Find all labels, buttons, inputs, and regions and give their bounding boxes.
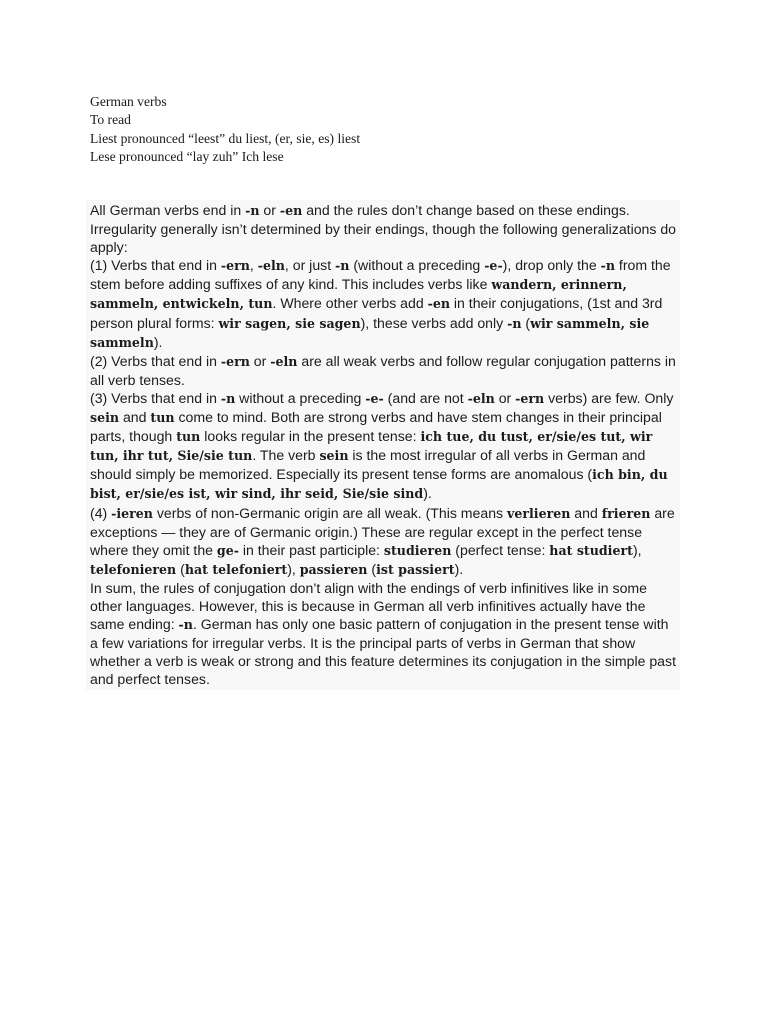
header-title: German verbs [90,94,167,109]
paragraph-summary: In sum, the rules of conjugation don’t align with the endings of verb infinitives like in some other languages. However, this is because in German all verb infinitives actually have the same ending: -n. German has only one basic pattern of conjugation in the present tense with a few variations for irregular verbs. It is the principal parts of verbs in German that show whether a verb is weak or strong and this feature determines its conjugation in the simple past and perfect tenses. [90,579,676,688]
header-subtitle: To read [90,112,131,128]
header-pronunciation-liest: Liest pronounced “leest” du liest, (er, sie, es) liest [90,130,361,146]
paragraph-rule-2: (2) Verbs that end in -ern or -eln are all weak verbs and follow regular conjugation patterns in all verb tenses. [90,352,676,388]
header-pronunciation-lese: Lese pronounced “lay zuh” Ich lese [90,148,284,164]
paragraph-intro: All German verbs end in -n or -en and the rules don’t change based on these endings. Irregularity generally isn’t determined by their endings, though the following generalizations do apply: [90,202,677,256]
paragraph-rule-1: (1) Verbs that end in -ern, -eln, or just -n (without a preceding -e-), drop only the -n from the stem before adding suffixes of any kind. This includes verbs like wandern, erinnern, sammeln, entwickeln, tun. Where other verbs add -en in their conjugations, (1st and 3rd person plural forms: wir sagen, sie sagen), these verbs add only -n (wir sammeln, sie sammeln). [90,257,671,350]
document-header [90,93,690,166]
paragraph-rule-3: (3) Verbs that end in -n without a preceding -e- (and are not -eln or -ern verbs) are few. Only sein and tun come to mind. Both are strong verbs and have stem changes in their principal parts, though tun looks regular in the present tense: ich tue, du tust, er/sie/es tut, wir tun, ihr tut, Sie/sie tun. The verb sein is the most irregular of all verbs in German and should simply be memorized. Especially its present tense forms are anomalous (ich bin, du bist, er/sie/es ist, wir sind, ihr seid, Sie/sie sind). [90,389,674,502]
verb-rules-text [86,200,680,690]
paragraph-rule-4: (4) -ieren verbs of non-Germanic origin are all weak. (This means verlieren and frieren are exceptions — they are of Germanic origin.) These are regular except in the perfect tense where they omit the ge- in their past participle: studieren (perfect tense: hat studiert), telefonieren (hat telefoniert), passieren (ist passiert). [90,504,675,577]
